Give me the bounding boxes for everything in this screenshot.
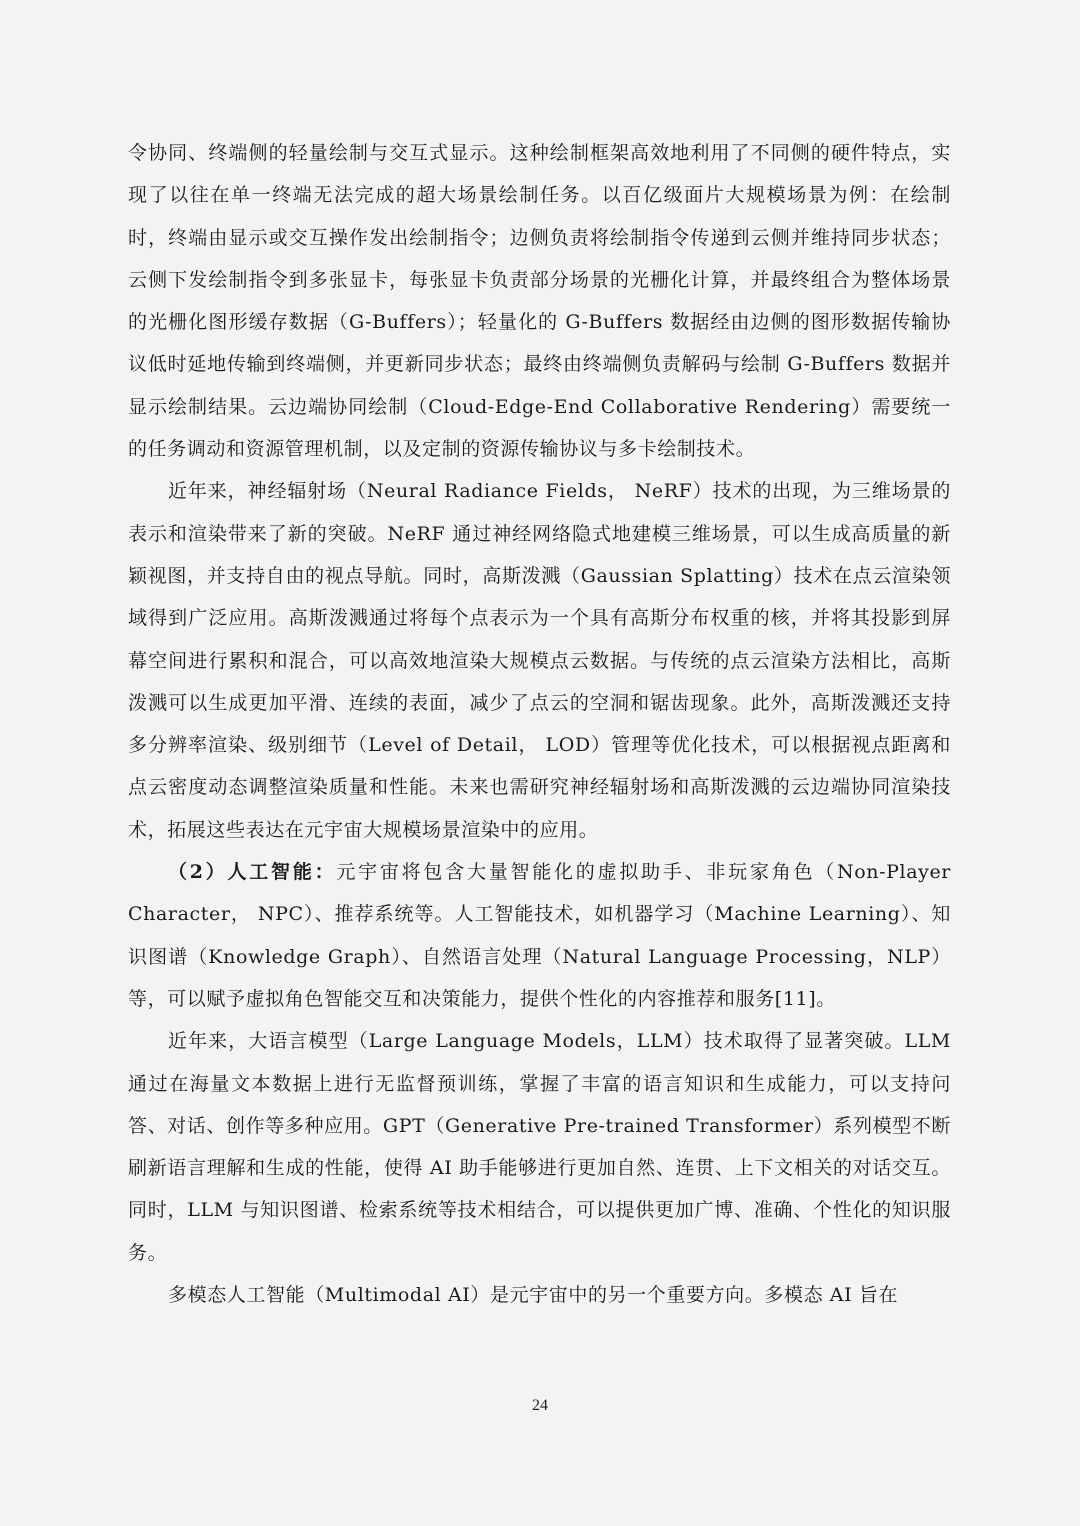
paragraph-artificial-intelligence: [128, 851, 951, 1020]
body-text: [128, 132, 951, 1316]
section-heading: （2）人工智能：: [168, 861, 337, 884]
paragraph-text: 元宇宙将包含大量智能化的虚拟助手、非玩家角色（Non-Player Character， NPC）、推荐系统等。人工智能技术，如机器学习（Machine Learning）、知识图谱（Knowledge Graph）、自然语言处理（Natural Language Processing，NLP）等，可以赋予虚拟角色智能交互和决策能力，提供个性化的内容推荐和服务[11]。: [128, 861, 951, 1010]
paragraph-text: 多模态人工智能（Multimodal AI）是元宇宙中的另一个重要方向。多模态 AI 旨在: [168, 1284, 899, 1307]
page-number: 24: [532, 1397, 548, 1414]
paragraph-rendering-framework: [128, 132, 951, 470]
paragraph-multimodal-ai: [128, 1274, 951, 1316]
paragraph-text: 令协同、终端侧的轻量绘制与交互式显示。这种绘制框架高效地利用了不同侧的硬件特点，实现了以往在单一终端无法完成的超大场景绘制任务。以百亿级面片大规模场景为例：在绘制时，终端由显示或交互操作发出绘制指令；边侧负责将绘制指令传递到云侧并维持同步状态；云侧下发绘制指令到多张显卡，每张显卡负责部分场景的光栅化计算，并最终组合为整体场景的光栅化图形缓存数据（G-Buffers）；轻量化的 G-Buffers 数据经由边侧的图形数据传输协议低时延地传输到终端侧，并更新同步状态；最终由终端侧负责解码与绘制 G-Buffers 数据并显示绘制结果。云边端协同绘制（Cloud-Edge-End Collaborative Rendering）需要统一的任务调动和资源管理机制，以及定制的资源传输协议与多卡绘制技术。: [128, 142, 951, 461]
paragraph-text: 近年来，神经辐射场（Neural Radiance Fields， NeRF）技术的出现，为三维场景的表示和渲染带来了新的突破。NeRF 通过神经网络隐式地建模三维场景，可以生成高质量的新颖视图，并支持自由的视点导航。同时，高斯泼溅（Gaussian Splatting）技术在点云渲染领域得到广泛应用。高斯泼溅通过将每个点表示为一个具有高斯分布权重的核，并将其投影到屏幕空间进行累积和混合，可以高效地渲染大规模点云数据。与传统的点云渲染方法相比，高斯泼溅可以生成更加平滑、连续的表面，减少了点云的空洞和锯齿现象。此外，高斯泼溅还支持多分辨率渲染、级别细节（Level of Detail， LOD）管理等优化技术，可以根据视点距离和点云密度动态调整渲染质量和性能。未来也需研究神经辐射场和高斯泼溅的云边端协同渲染技术，拓展这些表达在元宇宙大规模场景渲染中的应用。: [128, 480, 951, 841]
paragraph-nerf-gaussian-splatting: [128, 470, 951, 851]
paragraph-large-language-models: [128, 1020, 951, 1274]
paragraph-text: 近年来，大语言模型（Large Language Models，LLM）技术取得了显著突破。LLM 通过在海量文本数据上进行无监督预训练，掌握了丰富的语言知识和生成能力，可以支持问答、对话、创作等多种应用。GPT（Generative Pre-trained Transformer）系列模型不断刷新语言理解和生成的性能，使得 AI 助手能够进行更加自然、连贯、上下文相关的对话交互。同时，LLM 与知识图谱、检索系统等技术相结合，可以提供更加广博、准确、个性化的知识服务。: [128, 1030, 951, 1264]
